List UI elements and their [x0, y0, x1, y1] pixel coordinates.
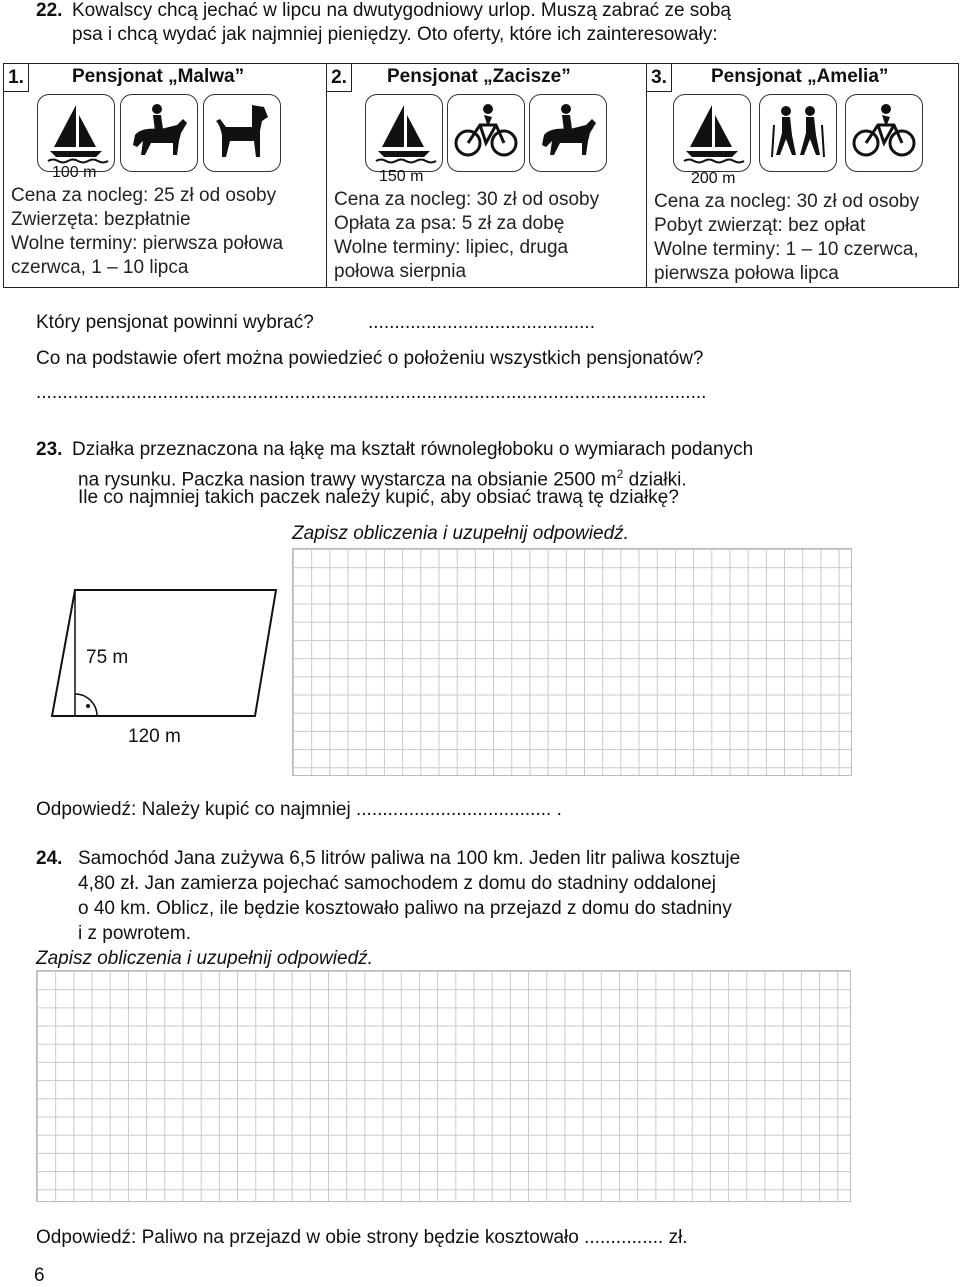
- offer-number: 1.: [4, 64, 29, 92]
- task-24-text-line2: 4,80 zł. Jan zamierza pojechać samochodem z domu do stadniny oddalonej: [78, 873, 716, 894]
- calculation-grid[interactable]: [36, 970, 851, 1202]
- bicycle-icon: [845, 94, 923, 172]
- offer-number: 2.: [327, 64, 352, 92]
- task-23-number: 23.: [36, 439, 63, 460]
- task-24-text-line1: Samochód Jana zużywa 6,5 litrów paliwa na 100 km. Jeden litr paliwa kosztuje: [78, 848, 741, 869]
- task-23-text-line3: Ile co najmniej takich paczek należy kupić, aby obsiać trawą tę działkę?: [78, 487, 679, 508]
- task-24-answer[interactable]: Odpowiedź: Paliwo na przejazd w obie strony będzie kosztowało ............... zł.: [36, 1227, 688, 1248]
- distance-label: 150 m: [379, 168, 424, 185]
- task-23-text-line2: na rysunku. Paczka nasion trawy wystarcza na obsianie 2500 $m^2$ działki.: [78, 467, 687, 491]
- answer-dots[interactable]: ...........................................: [368, 312, 595, 333]
- task-22-text-line2: psa i chcą wydać jak najmniej pieniędzy. Oto oferty, które ich zainteresowały:: [72, 24, 718, 45]
- distance-label: 100 m: [52, 164, 97, 181]
- offer-number: 3.: [647, 64, 672, 92]
- offer-title: Pensjonat „Amelia”: [711, 66, 889, 87]
- task-22-text-line1: Kowalscy chcą jechać w lipcu na dwutygodniowy urlop. Muszą zabrać ze sobą: [72, 0, 731, 21]
- task-22-number: 22.: [36, 0, 63, 21]
- task-24-text-line4: i z powrotem.: [78, 923, 191, 944]
- offer-info: Cena za nocleg: 25 zł od osoby Zwierzęta: bezpłatnie Wolne terminy: pierwsza połowa czerwca, 1 – 10 lipca: [11, 185, 284, 278]
- answer-dots[interactable]: ...............................................................................................................................: [36, 382, 707, 403]
- bicycle-icon: [447, 94, 525, 172]
- offer-amelia: [646, 64, 959, 287]
- offer-zacisze: [326, 64, 647, 287]
- offer-info: Cena za nocleg: 30 zł od osoby Pobyt zwierząt: bez opłat Wolne terminy: 1 – 10 czerwca, pierwsza połowa lipca: [654, 191, 920, 284]
- hiking-icon: [759, 94, 837, 172]
- base-label: 120 m: [128, 726, 181, 747]
- offers-table: [3, 63, 959, 288]
- offer-title: Pensjonat „Zacisze”: [387, 66, 571, 87]
- horse-riding-icon: [529, 94, 607, 172]
- calculation-grid[interactable]: [292, 548, 852, 776]
- task-23-answer[interactable]: Odpowiedź: Należy kupić co najmniej ..................................... .: [36, 799, 562, 820]
- question-which-pension: Który pensjonat powinni wybrać?: [36, 312, 314, 333]
- sailboat-icon: [37, 94, 115, 172]
- offer-title: Pensjonat „Malwa”: [72, 66, 245, 87]
- height-label: 75 m: [86, 647, 129, 668]
- task-24-instruction: Zapisz obliczenia i uzupełnij odpowiedź.: [36, 948, 373, 969]
- task-23-instruction: Zapisz obliczenia i uzupełnij odpowiedź.: [292, 523, 629, 544]
- task-24-number: 24.: [36, 848, 63, 869]
- offer-info: Cena za nocleg: 30 zł od osoby Opłata za psa: 5 zł za dobę Wolne terminy: lipiec, druga połowa sierpnia: [334, 189, 600, 282]
- horse-riding-icon: [120, 94, 198, 172]
- task-23-text-line1: Działka przeznaczona na łąkę ma kształt równoległoboku o wymiarach podanych: [72, 439, 754, 460]
- page-number: 6: [34, 1265, 45, 1286]
- dog-icon: [203, 94, 281, 172]
- distance-label: 200 m: [691, 170, 736, 187]
- task-24-text-line3: o 40 km. Oblicz, ile będzie kosztowało paliwo na przejazd z domu do stadniny: [78, 898, 732, 919]
- sailboat-icon: [673, 94, 751, 172]
- offer-malwa: [4, 64, 326, 287]
- sailboat-icon: [365, 94, 443, 172]
- question-location: Co na podstawie ofert można powiedzieć o położeniu wszystkich pensjonatów?: [36, 348, 704, 369]
